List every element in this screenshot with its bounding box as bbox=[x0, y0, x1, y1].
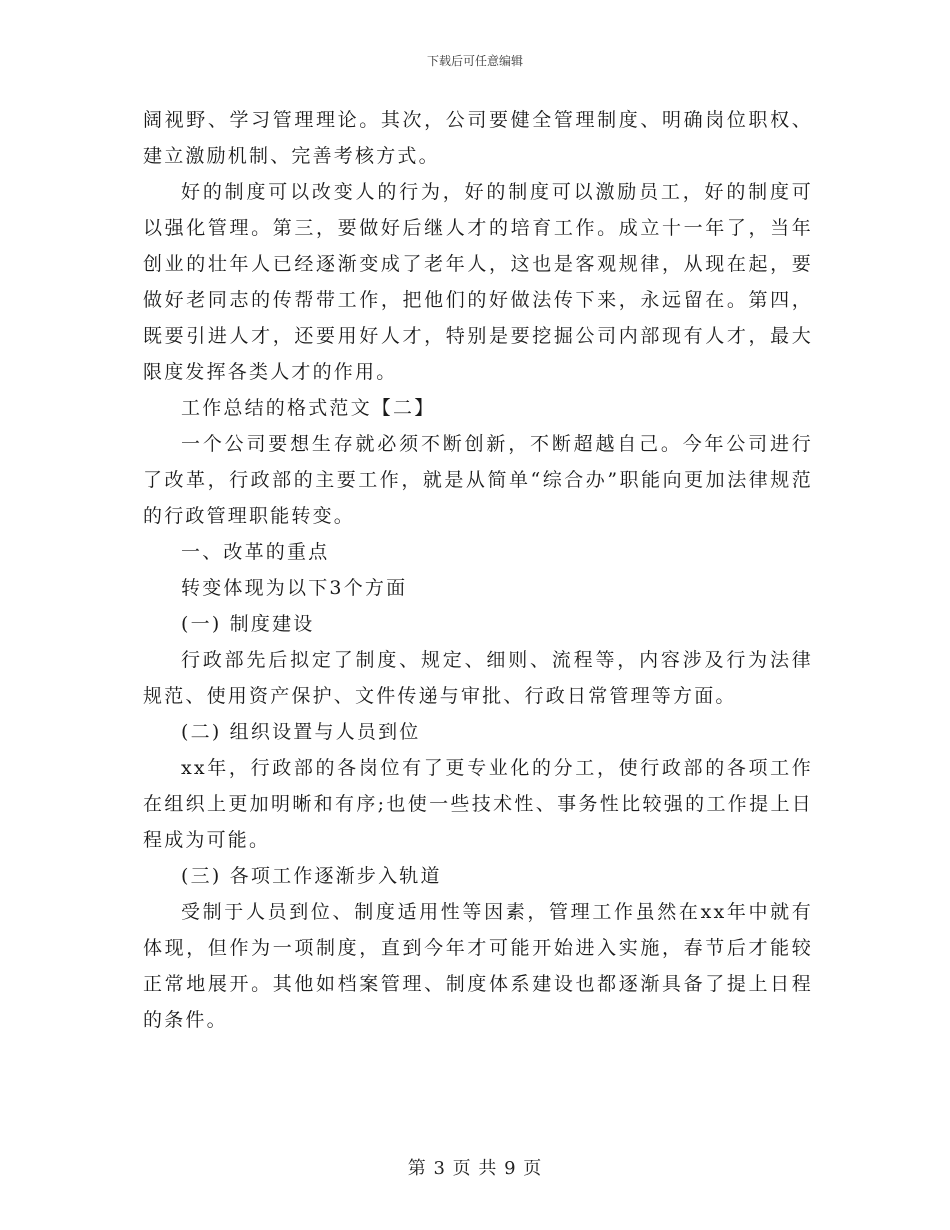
page-header: 下载后可任意编辑 bbox=[426, 54, 523, 68]
paragraph-three-aspects: 转变体现为以下3个方面 bbox=[181, 577, 408, 599]
subheading-system-building: (一) 制度建设 bbox=[181, 613, 315, 635]
paragraph-2: 好的制度可以改变人的行为，好的制度可以激励员工，好的制度可以强化管理。第三，要做好后继人才的培育工作。成立十一年了，当年创业的壮年人已经逐渐变成了老年人，这也是客观规律，从现在起，要做好老同志的传帮带工作，把他们的好做法传下来，永远留在。第四，既要引进人才，还要用好人才，特别是要挖掘公司内部现有人才，最大限度发挥各类人才的作用。 bbox=[143, 181, 813, 383]
paragraph-on-track: 受制于人员到位、制度适用性等因素，管理工作虽然在xx年中就有体现，但作为一项制度，直到今年才可能开始进入实施，春节后才能较正常地展开。其他如档案管理、制度体系建设也都逐渐具备了提上日程的条件。 bbox=[143, 901, 813, 1031]
page-number: 第 3 页 共 9 页 bbox=[407, 1158, 543, 1179]
paragraph-system-building: 行政部先后拟定了制度、规定、细则、流程等，内容涉及行为法律规范、使用资产保护、文件传递与审批、行政日常管理等方面。 bbox=[143, 649, 813, 707]
paragraph-intro: 一个公司要想生存就必须不断创新，不断超越自己。今年公司进行了改革，行政部的主要工作，就是从简单“综合办”职能向更加法律规范的行政管理职能转变。 bbox=[143, 433, 813, 527]
paragraph-organization: xx年，行政部的各岗位有了更专业化的分工，使行政部的各项工作在组织上更加明晰和有序;也使一些技术性、事务性比较强的工作提上日程成为可能。 bbox=[143, 757, 813, 851]
document-body bbox=[143, 102, 813, 1038]
heading-reform-focus: 一、改革的重点 bbox=[181, 541, 330, 563]
paragraph-1: 阔视野、学习管理理论。其次，公司要健全管理制度、明确岗位职权、建立激励机制、完善考核方式。 bbox=[143, 109, 813, 167]
subheading-organization: (二) 组织设置与人员到位 bbox=[181, 721, 421, 743]
subheading-on-track: (三) 各项工作逐渐步入轨道 bbox=[181, 865, 442, 887]
section-title: 工作总结的格式范文【二】 bbox=[181, 397, 436, 419]
